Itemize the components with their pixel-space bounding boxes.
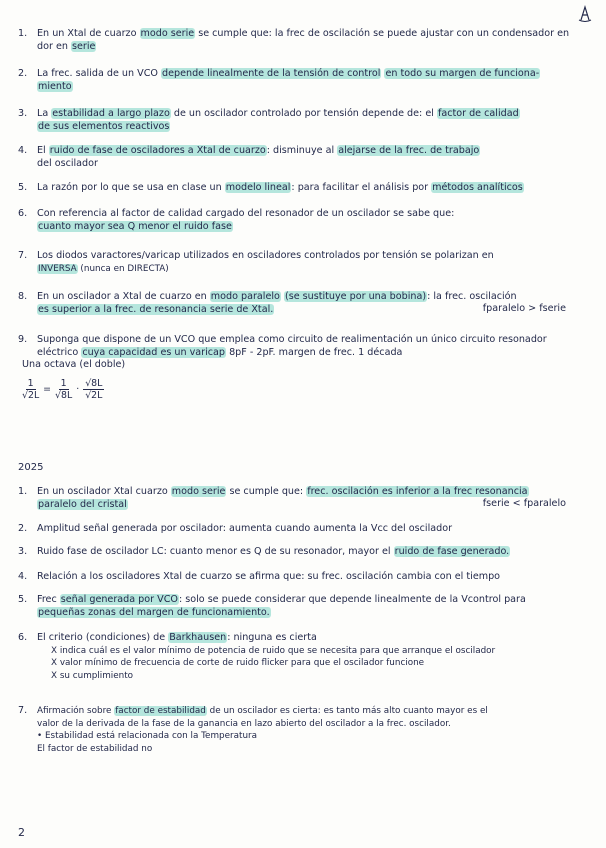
text: En un oscilador a Xtal de cuarzo en	[37, 291, 210, 302]
highlight: ruido de fase de osciladores a Xtal de cuarzo	[49, 145, 266, 156]
highlight: modelo lineal	[225, 182, 291, 193]
highlight: señal generada por VCO	[60, 594, 178, 605]
numerator: 1	[60, 378, 67, 389]
highlight: factor de estabilidad	[115, 706, 206, 716]
text: del oscilador	[37, 157, 98, 169]
highlight: modo paralelo	[210, 291, 280, 302]
answer-text: Una octava (el doble)	[22, 359, 126, 370]
frequency-relation: fparalelo > fserie	[482, 303, 566, 314]
question-number: 5.	[18, 594, 28, 605]
times-sign: ·	[76, 384, 80, 395]
question-number: 4.	[18, 145, 28, 156]
question-number: 1.	[18, 28, 28, 39]
text: La razón por lo que se usa en clase un	[37, 182, 225, 193]
page-number: 2	[18, 826, 25, 839]
frequency-relation: fserie < fparalelo	[482, 498, 566, 509]
highlight: factor de calidad	[437, 108, 519, 119]
highlight: modo serie	[171, 486, 226, 497]
option-text: X valor mínimo de frecuencia de corte de ruido flicker para que el oscilador funcione	[51, 658, 425, 668]
text: En un oscilador Xtal cuarzo	[37, 486, 171, 497]
highlight: métodos analíticos	[432, 182, 523, 193]
text: Relación a los osciladores Xtal de cuarzo se afirma que: su frec. oscilación cambia con el tiempo	[37, 571, 501, 582]
text: La	[37, 108, 52, 119]
text: Los diodos varactores/varicap utilizados en osciladores controlados por tensión se polarizan en	[37, 250, 494, 261]
highlight: frec. oscilación es inferior a la frec resonancia	[307, 486, 528, 497]
equals-sign: =	[43, 384, 52, 395]
highlight: depende linealmente de la tensión de control	[162, 68, 381, 79]
highlight: pequeñas zonas del margen de funcionamiento.	[38, 606, 270, 618]
text: : la frec. oscilación	[427, 291, 517, 302]
text: (nunca en DIRECTA)	[77, 263, 169, 274]
highlight: modo serie	[140, 28, 195, 39]
numerator: √8L	[85, 378, 103, 389]
fraction-c	[83, 378, 104, 401]
formula	[22, 378, 104, 401]
highlight: INVERSA	[38, 263, 77, 274]
text: Ruido fase de oscilador LC: cuanto menor es Q de su resonador, mayor el	[37, 546, 394, 557]
text: se cumple que:	[226, 486, 307, 497]
highlight: serie	[72, 40, 96, 52]
text: de un oscilador controlado por tensión depende de: el	[170, 108, 437, 119]
denominator: √2L	[85, 390, 103, 401]
text: Afirmación sobre	[37, 706, 115, 716]
question-number: 6.	[18, 632, 28, 643]
question-number: 3.	[18, 108, 28, 119]
denominator: √2L	[22, 390, 40, 401]
text: valor de la derivada de la fase de la ganancia en lazo abierto del oscilador a la frec. oscilador.	[37, 718, 451, 729]
highlight: ruido de fase generado.	[394, 546, 510, 557]
text: de un oscilador es cierta: es tanto más alto cuanto mayor es el	[206, 706, 488, 716]
highlight: en todo su margen de funciona-	[385, 68, 540, 79]
text: eléctrico	[37, 346, 82, 358]
year-heading: 2025	[18, 462, 44, 473]
text: : solo se puede considerar que depende linealmente de la Vcontrol para	[178, 594, 526, 605]
text: Suponga que dispone de un VCO que emplea como circuito de realimentación un único circuito resonador	[37, 334, 547, 345]
fraction-b	[55, 378, 72, 401]
highlight: paralelo del cristal	[38, 498, 127, 510]
numerator: 1	[27, 378, 34, 389]
highlight: (se sustituye por una bobina)	[284, 291, 427, 302]
question-number: 9.	[18, 334, 28, 345]
text: El	[37, 145, 49, 156]
highlight: Barkhausen	[169, 632, 227, 643]
text: Frec	[37, 594, 60, 605]
text: La frec. salida de un VCO	[37, 68, 162, 79]
text: 8pF - 2pF. margen de frec. 1 década	[226, 346, 403, 358]
highlight: cuanto mayor sea Q menor el ruido fase	[38, 220, 232, 232]
question-number: 2.	[18, 523, 28, 534]
option-text: X indica cuál es el valor mínimo de potencia de ruido que se necesita para que arranque el oscilador	[51, 645, 496, 656]
text: : para facilitar el análisis por	[291, 182, 432, 193]
text: : disminuye al	[266, 145, 338, 156]
question-number: 7.	[18, 250, 28, 261]
text: En un Xtal de cuarzo	[37, 28, 140, 39]
question-number: 2.	[18, 68, 28, 79]
question-number: 1.	[18, 486, 28, 497]
highlight: de sus elementos reactivos	[38, 120, 170, 132]
text: se cumple que: la frec de oscilación se puede ajustar con un condensador en	[195, 28, 570, 39]
text: Con referencia al factor de calidad cargado del resonador de un oscilador se sabe que:	[37, 208, 455, 219]
text: • Estabilidad está relacionada con la Temperatura	[37, 731, 258, 741]
question-number: 6.	[18, 208, 28, 219]
question-number: 8.	[18, 291, 28, 302]
question-number: 7.	[18, 705, 28, 716]
fraction-a	[22, 378, 39, 401]
highlight: es superior a la frec. de resonancia serie de Xtal.	[38, 303, 274, 315]
highlight: alejarse de la frec. de trabajo	[338, 145, 480, 156]
denominator: √8L	[55, 390, 73, 401]
question-number: 4.	[18, 571, 28, 582]
highlight: miento	[38, 80, 72, 92]
corner-doodle-icon	[578, 4, 592, 22]
text: dor en	[37, 40, 71, 52]
question-number: 3.	[18, 546, 28, 557]
highlight: estabilidad a largo plazo	[52, 108, 170, 119]
text: : ninguna es cierta	[227, 632, 317, 643]
option-text: X su cumplimiento	[51, 670, 134, 681]
text: El criterio (condiciones) de	[37, 632, 169, 643]
text: Amplitud señal generada por oscilador: aumenta cuando aumenta la Vcc del oscilador	[37, 523, 453, 534]
text: El factor de estabilidad no	[37, 743, 153, 754]
question-number: 5.	[18, 182, 28, 193]
highlight: cuya capacidad es un varicap	[82, 346, 226, 358]
